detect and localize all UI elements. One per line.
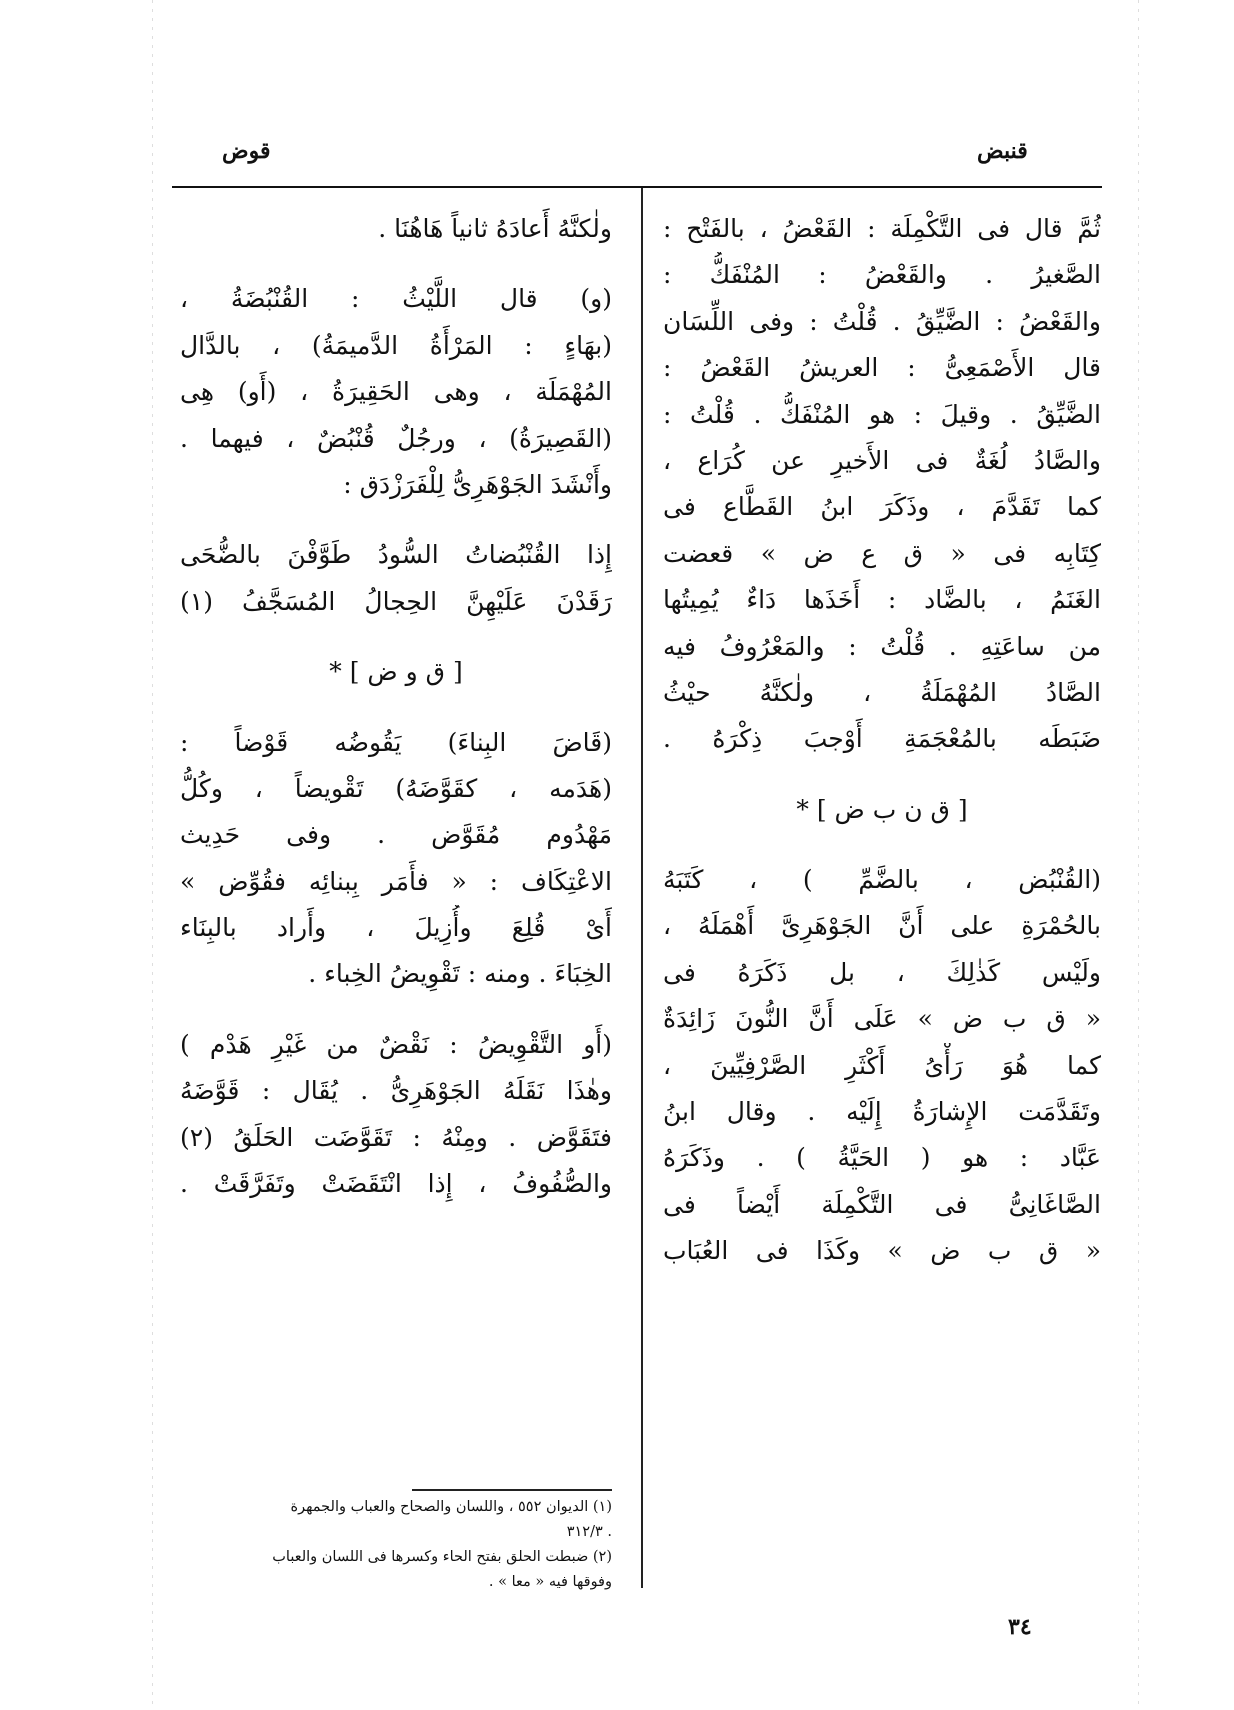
text-line: الصَّاغَانِىُّ فى التَّكْمِلَة أَيْضاً فى xyxy=(663,1189,1101,1219)
page-number: ٣٤ xyxy=(1008,1614,1032,1640)
text-line: والصَّادُ لُغَةٌ فى الأَخيرِ عن كُرَاع ، xyxy=(663,445,1101,475)
text-line: أَىْ قُلِعَ وأُزِيلَ ، وأَراد بالبِنَاء xyxy=(180,913,612,943)
text-line: والصُّفُوفُ ، إِذا انْتَقَضَتْ وتَفَرَّقَتْ . xyxy=(180,1169,612,1199)
footnote-line: وفوقها فيه « معا » . xyxy=(488,1574,612,1590)
text-line: وتَقَدَّمَت الإِشارَةُ إِلَيْه . وقال ابنُ xyxy=(663,1097,1101,1127)
text-line: فتَقَوَّض . ومِنْهُ : تَقَوَّضَت الحَلَقُ (٢) xyxy=(180,1122,612,1152)
text-line: (و) قال اللَّيْثُ : القُنْبُضَةُ ، xyxy=(180,284,612,314)
text-line: « ق ب ض » وكَذَا فى العُبَاب xyxy=(663,1236,1101,1266)
header-right-word: قنبض xyxy=(977,138,1028,164)
scan-artifact-line xyxy=(152,0,153,1710)
text-line: كِتَابِه فى « ق ع ض » قعضت xyxy=(663,538,1101,568)
text-line: وأَنْشَدَ الجَوْهَرِىُّ لِلْفَرَزْدَق : xyxy=(343,469,612,499)
text-line: (قَاضَ البِناءَ) يَقُوضُه قَوْضاً : xyxy=(180,727,612,757)
text-line: الخِبَاءَ . ومنه : تَقْوِيضُ الخِباء . xyxy=(308,959,612,989)
text-line: ولَيْس كَذٰلِكَ ، بل ذَكَرَهُ فى xyxy=(663,957,1101,987)
text-line: بالحُمْرَةِ على أَنَّ الجَوْهَرِىَّ أَهْمَلَهُ ، xyxy=(663,911,1101,941)
footnote-line: (١) الديوان ٥٥٢ ، واللسان والصحاح والعباب والجمهرة xyxy=(290,1499,612,1515)
text-line: من ساعَتِهِ . قُلْتُ : والمَعْرُوفُ فيه xyxy=(663,631,1101,661)
text-line: الصَّادُ المُهْمَلَةُ ، ولٰكنَّهُ حيْثُ xyxy=(663,677,1101,707)
text-line: الصَّغيرُ . والقَعْضُ : المُنْفَكُّ : xyxy=(663,260,1101,290)
text-line: ضَبَطَه بالمُعْجَمَةِ أَوْجبَ ذِكْرَهُ . xyxy=(663,724,1101,754)
header-left-word: قوض xyxy=(222,138,271,164)
text-line: (القَصِيرَةُ) ، ورجُلٌ قُنْبُضٌ ، فيهما . xyxy=(180,423,612,453)
text-line: (أَو التَّقْوِيضُ : نَقْضٌ من غَيْرِ هَدْم ) xyxy=(180,1029,612,1059)
footnote-line: (٢) ضبطت الحلق بفتح الحاء وكسرها فى اللسان والعباب xyxy=(272,1549,612,1565)
footnote-line: . ٣١٢/٣ xyxy=(566,1524,612,1540)
text-line: عَبَّاد : هو ( الحَيَّةُ ) . وذَكَرَهُ xyxy=(663,1143,1101,1173)
verse-line: إِذا القُنْبُضاتُ السُّودُ طَوَّفْنَ بالضُّحَى xyxy=(180,540,612,570)
text-line: والقَعْضُ : الضَّيِّقُ . قُلْتُ : وفى اللِّسَان xyxy=(663,306,1101,336)
text-line: وهٰذَا نَقَلَهُ الجَوْهَرِىُّ . يُقَال : قَوَّضَهُ xyxy=(180,1076,612,1106)
verse-line: رَقَدْنَ عَلَيْهِنَّ الحِجالُ المُسَجَّفُ (١) xyxy=(180,586,612,616)
text-line: الاعْتِكَاف : « فأَمَر بِبنائِه فقُوِّض » xyxy=(180,866,612,896)
text-line: قال الأَصْمَعِىُّ : العريشُ القَعْضُ : xyxy=(663,353,1101,383)
text-line: (بهَاءٍ : المَرْأَةُ الدَّميمَةُ) ، بالدَّال xyxy=(180,330,612,360)
footnote-rule xyxy=(412,1489,612,1491)
footnotes xyxy=(180,1495,612,1595)
text-line: الغَنَمُ ، بالضَّاد : أَخَذَها دَاءٌ يُمِيتُها xyxy=(663,585,1101,615)
right-column xyxy=(663,206,1101,1275)
entry-heading: [ ق و ض ] * xyxy=(329,657,463,687)
left-column xyxy=(180,206,612,1207)
text-line: المُهْمَلَة ، وهى الحَقِيرَةُ ، (أَو) هِى xyxy=(180,377,612,407)
text-line: ثُمَّ قال فى التَّكْمِلَة : القَعْضُ ، بالفَتْح : xyxy=(663,214,1101,243)
text-line: ولٰكنَّهُ أَعادَهُ ثانياً هَاهُنَا . xyxy=(378,214,612,243)
header-rule xyxy=(172,186,1102,188)
text-line: الضَّيِّقُ . وقيلَ : هو المُنْفَكُّ . قُلْتُ : xyxy=(663,399,1101,429)
text-line: كما هُوَ رَأْىُ أَكْثَرِ الصَّرْفِيِّينَ ، xyxy=(663,1050,1101,1080)
text-line: (هَدَمه ، كقَوَّضَهُ) تَقْويضاً ، وكُلُّ xyxy=(180,773,612,803)
text-line: مَهْدُوم مُقَوَّض . وفى حَدِيث xyxy=(180,820,612,850)
column-divider xyxy=(641,188,643,1588)
text-line: « ق ب ض » عَلَى أَنَّ النُّونَ زَائِدَةٌ xyxy=(663,1004,1101,1034)
text-line: (القُنْبُض ، بالضَّمِّ ) ، كَتَبَهُ xyxy=(663,865,1101,895)
entry-heading: [ ق ن ب ض ] * xyxy=(796,794,968,824)
text-line: كما تَقَدَّمَ ، وذَكَرَ ابنُ القَطَّاع فى xyxy=(663,492,1101,522)
scan-artifact-line xyxy=(1138,0,1139,1710)
